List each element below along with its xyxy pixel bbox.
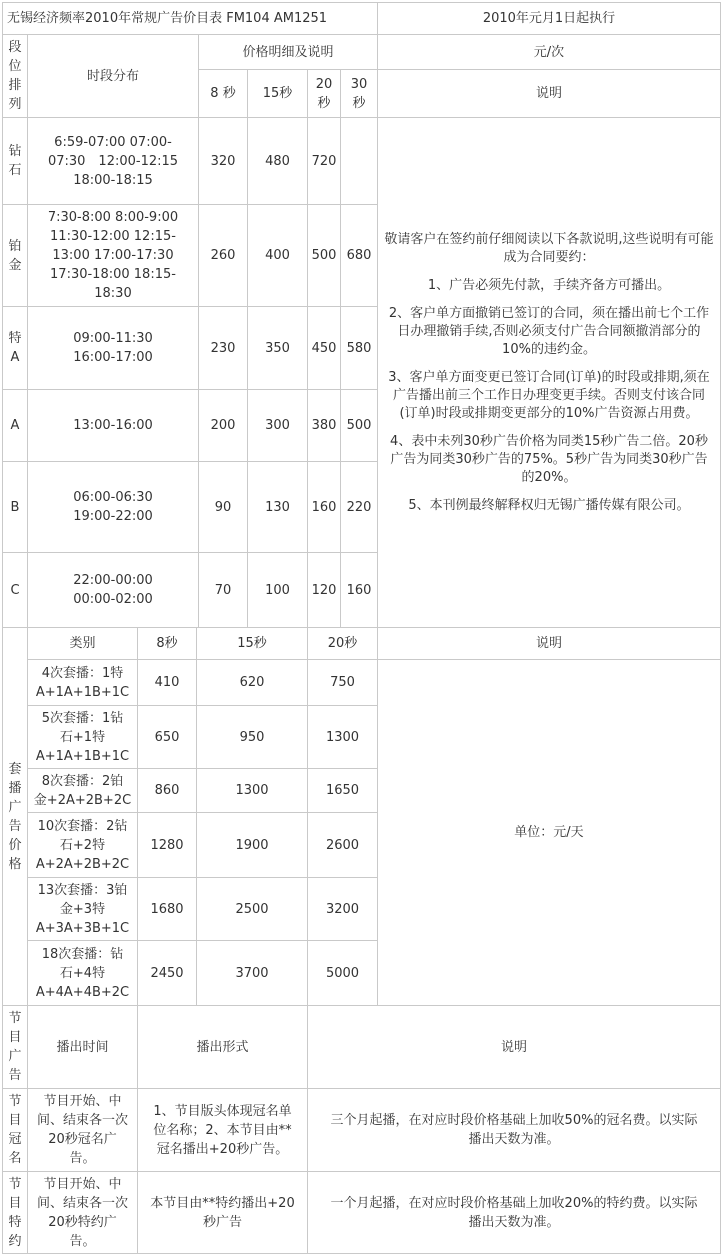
- price-20s-cell: 450: [307, 306, 341, 390]
- col-note-header: 说明: [377, 627, 721, 660]
- form-cell: 1、节目版头体现冠名单 位名称；2、本节目由** 冠名播出+20秒广告。: [137, 1088, 308, 1172]
- price-15s-cell: 950: [196, 705, 308, 769]
- col-note-header: 说明: [377, 69, 721, 118]
- col-8s-header: 8 秒: [198, 69, 248, 118]
- price-20s-cell: 5000: [307, 940, 378, 1006]
- col-type-header: 类别: [27, 627, 138, 660]
- program-section-label: 节 目 广 告: [2, 1005, 28, 1089]
- price-8s-cell: 230: [198, 306, 248, 390]
- time-cell: 6:59-07:00 07:00- 07:30 12:00-12:15 18:00-18:15: [27, 117, 199, 205]
- note-item: 3、客户单方面变更已签订合同(订单)的时段或排期,须在广告播出前三个工作日办理变更手续。否则支付该合同(订单)时段或排期变更部分的10%广告资源占用费。: [388, 369, 710, 421]
- package-type-cell: 4次套播：1特 A+1A+1B+1C: [27, 659, 138, 706]
- note-intro: 敬请客户在签约前仔细阅读以下各款说明,这些说明有可能成为合同要约：: [384, 231, 714, 265]
- price-30s-cell: 220: [340, 461, 378, 553]
- price-20s-cell: 750: [307, 659, 378, 706]
- price-20s-cell: 120: [307, 552, 341, 628]
- time-cell: 22:00-00:00 00:00-02:00: [27, 552, 199, 628]
- program-row-label: 节 目 特 约: [2, 1171, 28, 1254]
- col-15s-header: 15秒: [196, 627, 308, 660]
- price-8s-cell: 1280: [137, 812, 197, 878]
- terms-notes: [377, 117, 721, 628]
- program-note-cell: 一个月起播，在对应时段价格基础上加收20%的特约费。以实际 播出天数为准。: [307, 1171, 721, 1254]
- price-20s-cell: 380: [307, 389, 341, 462]
- price-20s-cell: 2600: [307, 812, 378, 878]
- price-15s-cell: 300: [247, 389, 308, 462]
- rank-cell: C: [2, 552, 28, 628]
- rank-cell: B: [2, 461, 28, 553]
- package-type-cell: 5次套播：1钻 石+1特 A+1A+1B+1C: [27, 705, 138, 769]
- table-title: 无锡经济频率2010年常规广告价目表 FM104 AM1251: [2, 2, 378, 35]
- time-cell: 09:00-11:30 16:00-17:00: [27, 306, 199, 390]
- note-item: 1、广告必须先付款，手续齐备方可播出。: [427, 277, 671, 293]
- col-price-header: 价格明细及说明: [198, 34, 378, 70]
- col-form-header: 播出形式: [137, 1005, 308, 1089]
- price-15s-cell: 400: [247, 204, 308, 307]
- airtime-cell: 节目开始、中 间、结束各一次 20秒特约广 告。: [27, 1171, 138, 1254]
- price-8s-cell: 650: [137, 705, 197, 769]
- col-8s-header: 8秒: [137, 627, 197, 660]
- form-cell: 本节目由**特约播出+20 秒广告: [137, 1171, 308, 1254]
- unit-header: 元/次: [377, 34, 721, 70]
- price-20s-cell: 160: [307, 461, 341, 553]
- col-note-header: 说明: [307, 1005, 721, 1089]
- price-15s-cell: 3700: [196, 940, 308, 1006]
- col-20s-header: 20秒: [307, 627, 378, 660]
- package-type-cell: 10次套播：2钻 石+2特 A+2A+2B+2C: [27, 812, 138, 878]
- price-30s-cell: 580: [340, 306, 378, 390]
- package-unit-note: 单位：元/天: [377, 659, 721, 1006]
- time-cell: 13:00-16:00: [27, 389, 199, 462]
- rank-cell: A: [2, 389, 28, 462]
- price-20s-cell: 720: [307, 117, 341, 205]
- price-8s-cell: 1680: [137, 877, 197, 941]
- price-8s-cell: 410: [137, 659, 197, 706]
- time-cell: 7:30-8:00 8:00-9:00 11:30-12:00 12:15- 13:00 17:00-17:30 17:30-18:00 18:15- 18:30: [27, 204, 199, 307]
- col-rank-header: 段 位 排 列: [2, 34, 28, 118]
- price-30s-cell: 500: [340, 389, 378, 462]
- price-8s-cell: 70: [198, 552, 248, 628]
- price-15s-cell: 1900: [196, 812, 308, 878]
- rank-cell: 铂 金: [2, 204, 28, 307]
- airtime-cell: 节目开始、中 间、结束各一次 20秒冠名广 告。: [27, 1088, 138, 1172]
- price-15s-cell: 620: [196, 659, 308, 706]
- package-type-cell: 18次套播：钻 石+4特 A+4A+4B+2C: [27, 940, 138, 1006]
- price-8s-cell: 2450: [137, 940, 197, 1006]
- effective-date: 2010年元月1日起执行: [377, 2, 721, 35]
- rank-cell: 钻 石: [2, 117, 28, 205]
- col-20s-header: 20 秒: [307, 69, 341, 118]
- package-section-label: 套 播 广 告 价 格: [2, 627, 28, 1006]
- rank-cell: 特 A: [2, 306, 28, 390]
- price-20s-cell: 3200: [307, 877, 378, 941]
- price-15s-cell: 130: [247, 461, 308, 553]
- program-row-label: 节 目 冠 名: [2, 1088, 28, 1172]
- price-20s-cell: 1300: [307, 705, 378, 769]
- price-8s-cell: 90: [198, 461, 248, 553]
- price-20s-cell: 1650: [307, 768, 378, 813]
- price-8s-cell: 200: [198, 389, 248, 462]
- price-8s-cell: 320: [198, 117, 248, 205]
- price-8s-cell: 860: [137, 768, 197, 813]
- price-15s-cell: 100: [247, 552, 308, 628]
- time-cell: 06:00-06:30 19:00-22:00: [27, 461, 199, 553]
- col-30s-header: 30 秒: [340, 69, 378, 118]
- col-15s-header: 15秒: [247, 69, 308, 118]
- price-30s-cell: 160: [340, 552, 378, 628]
- note-item: 5、本刊例最终解释权归无锡广播传媒有限公司。: [408, 497, 690, 513]
- price-20s-cell: 500: [307, 204, 341, 307]
- price-30s-cell: 680: [340, 204, 378, 307]
- price-8s-cell: 260: [198, 204, 248, 307]
- col-time-header: 时段分布: [27, 34, 199, 118]
- price-15s-cell: 350: [247, 306, 308, 390]
- package-type-cell: 8次套播：2铂 金+2A+2B+2C: [27, 768, 138, 813]
- price-15s-cell: 480: [247, 117, 308, 205]
- package-type-cell: 13次套播：3铂 金+3特 A+3A+3B+1C: [27, 877, 138, 941]
- price-15s-cell: 1300: [196, 768, 308, 813]
- note-item: 2、客户单方面撤销已签订的合同，须在播出前七个工作日办理撤销手续,否则必须支付广告合同额撤消部分的10%的违约金。: [388, 305, 710, 357]
- col-airtime-header: 播出时间: [27, 1005, 138, 1089]
- price-30s-cell: [340, 117, 378, 205]
- note-item: 4、表中未列30秒广告价格为同类15秒广告二倍。20秒广告为同类30秒广告的75%。5秒广告为同类30秒广告的20%。: [390, 433, 708, 485]
- price-15s-cell: 2500: [196, 877, 308, 941]
- program-note-cell: 三个月起播，在对应时段价格基础上加收50%的冠名费。以实际 播出天数为准。: [307, 1088, 721, 1172]
